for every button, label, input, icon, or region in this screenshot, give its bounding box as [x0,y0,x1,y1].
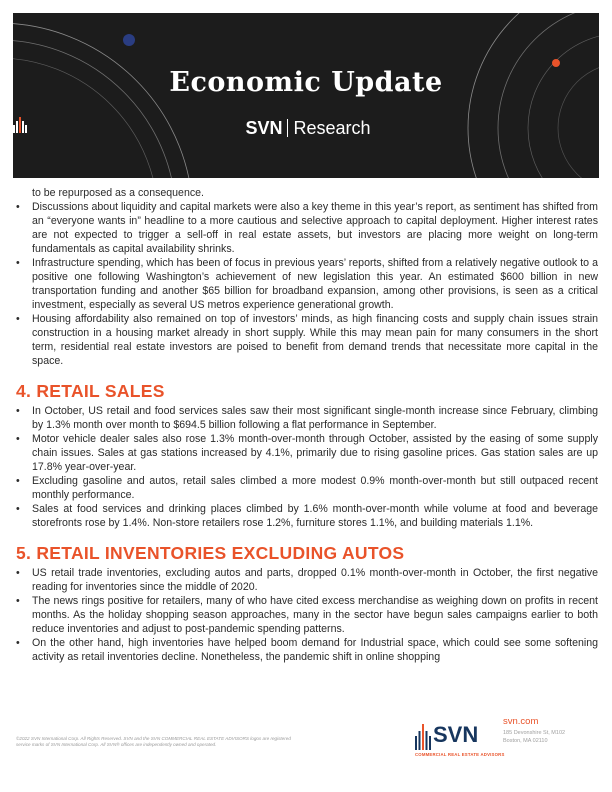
website-link[interactable]: svn.com [503,716,539,727]
bullet-icon: • [16,433,20,445]
section-heading-retail-inventories: 5. RETAIL INVENTORIES EXCLUDING AUTOS [16,543,405,563]
bullet-icon: • [16,595,20,607]
section-heading-retail-sales: 4. RETAIL SALES [16,381,165,401]
blue-dot [123,34,135,46]
footer-logo-tagline: COMMERCIAL REAL ESTATE ADVISORS [415,752,505,757]
bullet-icon: • [16,475,20,487]
list-item: • Discussions about liquidity and capital markets were also a key theme in this year’s report, as sentiment has shifted from an “everyone wants in” headline to a more cautious and selective approach to capital deployment. Higher interest rates are not expected to trigger a sell-off in real estate assets, but investors are placing more weight on long-term fundamentals as capital availability shrinks. [16,201,598,255]
header-banner [13,13,599,178]
retail-inventories-list [16,566,598,664]
list-item: • US retail trade inventories, excluding autos and parts, dropped 0.1% month-over-month in October, the first negative reading for inventories since the middle of 2020. [16,567,598,593]
office-address: 185 Devonshire St, M102 Boston, MA 02110 [503,730,566,744]
page-footer [16,716,598,776]
svn-bars-icon [415,724,431,750]
legal-notice: ©2022 SVN International Corp. All Rights Reserved. SVN and the SVN COMMERCIAL REAL ESTATE ADVISORS logos are registered service marks of SVN International Corp. All SVN® offices are independently owned and operated. [16,736,291,747]
bullet-icon: • [16,257,20,269]
bullet-icon: • [16,405,20,417]
page-title: Economic Update [169,67,443,98]
bullet-icon: • [16,201,20,213]
list-item: • Infrastructure spending, which has been of focus in previous years’ reports, shifted from a relatively negative outlook to a positive one following Washington’s achievement of new legislation this year. An estimated $600 billion in new transportation funding and another $65 billion for broadband expansion, among other provisions, is seen as a critical investment, especially as several US metros experience generational growth. [16,257,598,311]
list-item: • Motor vehicle dealer sales also rose 1.3% month-over-month through October, assisted by the easing of some supply chain issues. Sales at gas stations increased by 4.1%, primarily due to rising gasoline prices. Gas station sales are up 17.8% year-over-year. [16,433,598,473]
bullet-icon: • [16,637,20,649]
list-item: • The news rings positive for retailers, many of who have cited excess merchandise as weighing down on profits in recent months. As the holiday shopping season approaches, many in the sector have begun sales campaigns earlier to both reduce inventories and adjust to post-pandemic spending patterns. [16,595,598,635]
list-item: • Sales at food services and drinking places climbed by 1.6% month-over-month while volume at food and beverage storefronts rose by 1.4%. Non-store retailers rose 1.2%, furniture stores 1.1%, and building materials 1.1%. [16,503,598,529]
article-body [16,186,598,664]
bullet-icon: • [16,567,20,579]
logo-brand: SVN [245,117,283,138]
intro-bullet-list [16,200,598,368]
footer-logo-word: SVN [433,722,479,747]
svn-research-logo [13,117,599,139]
list-item: • On the other hand, high inventories have helped boom demand for Industrial space, which could see some softening activity as retail inventories decline. Nonetheless, the pandemic shift in online shopping [16,637,598,663]
continuation-text: to be repurposed as a consequence. [32,187,204,199]
retail-sales-list [16,404,598,530]
list-item: • Excluding gasoline and autos, retail sales climbed a more modest 0.9% month-over-month but still outpaced recent monthly performance. [16,475,598,501]
logo-subtitle: Research [293,117,371,138]
list-item: • In October, US retail and food services sales saw their most significant single-month increase since February, climbing by 1.3% month over month to $694.5 billion following a flat performance in September. [16,405,598,431]
list-item: • Housing affordability also remained on top of investors’ minds, as high financing costs and supply chain issues strain construction in a housing market already in short supply. While this may mean pain for many consumers in the short term, residential real estate investors are poised to benefit from demand trends that necessitate more capital in the space. [16,313,598,367]
logo-divider [287,119,288,137]
bullet-icon: • [16,503,20,515]
orange-dot [552,59,560,67]
bullet-icon: • [16,313,20,325]
